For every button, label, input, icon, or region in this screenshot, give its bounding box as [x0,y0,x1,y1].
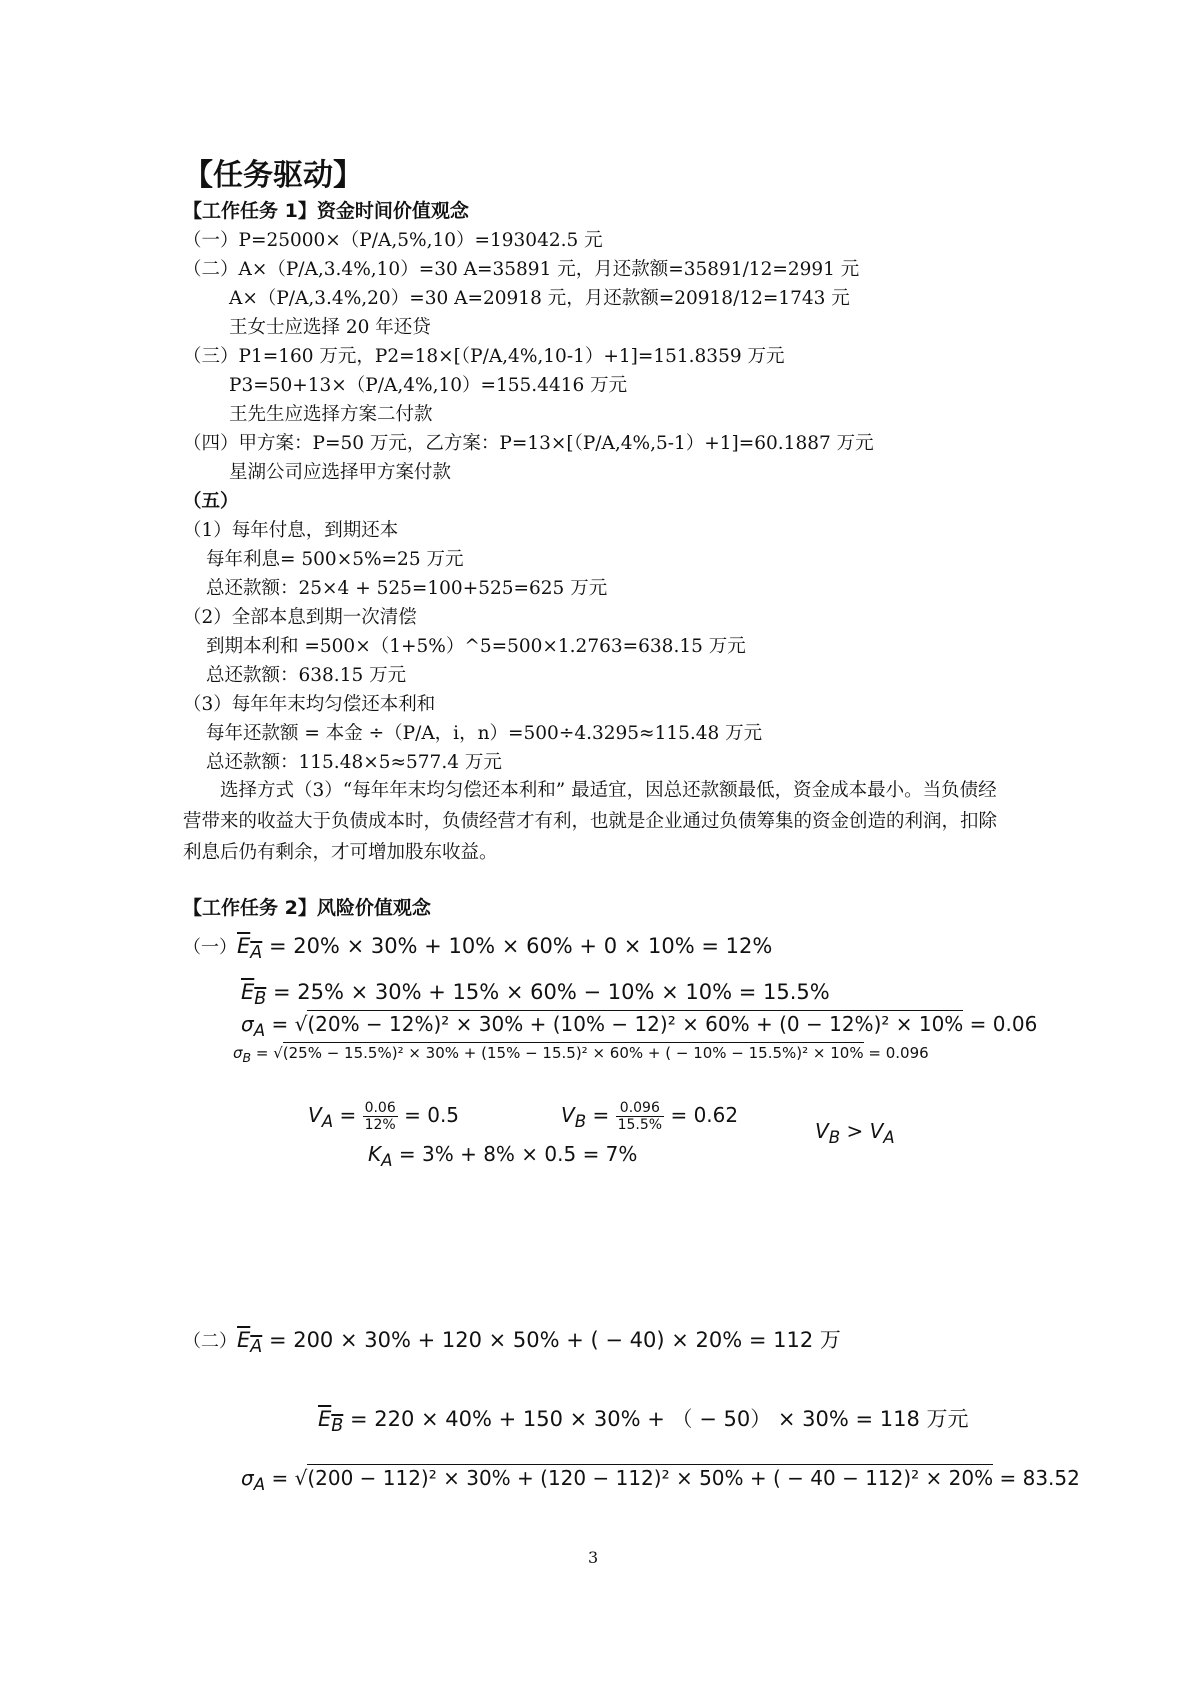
part1-sa-result: = 0.06 [963,1012,1038,1036]
va-denominator: 12% [364,1117,396,1133]
part2-formula-sigma-a: $\sigma_A = √(200 - 112)^2 \times 30\% + (120 - 112)^2 \times 50\%$ + ( − 40 − 112)² × 20% = 83.52 [241,1466,1080,1494]
part2-eb-symbol: $E_B$ [318,1407,344,1437]
part1-sa-radicand: (20% − 12%)² × 30% + (10% − 12)² × 60% + (0 − 12%)² × 10% [307,1012,964,1036]
task1-line-11: （1）每年付息，到期还本 [183,520,399,541]
part1-formula-vb: $V_B$ = $\frac{0.096}{15.5\%}$ = 0.62 [561,1100,739,1133]
part1-sb-result: = 0.096 [863,1044,929,1062]
task1-line-9: 星湖公司应选择甲方案付款 [229,462,452,483]
task1-line-12: 每年利息= 500×5%=25 万元 [206,549,464,570]
task1-line-3: A×（P/A,3.4%,20）=30 A=20918 元，月还款额=20918/12=1743 元 [229,288,850,309]
part1-compare-v: $V_B > V_A$ [815,1119,895,1147]
part1-formula-sigma-a: $\sigma_A = √(20\% - 12\%)^2 \times 30\% + (10\% - 12)^2 \times 60\% + (0 - 12\%)^2 \times 10\% = 0.06$ [241,1012,1038,1040]
task1-conclusion: 选择方式（3）“每年年末均匀偿还本利和” 最适宜，因总还款额最低，资金成本最小。当负债经营带来的收益大于负债成本时，负债经营才有利，也就是企业通过负债筹集的资金创造的利润，扣除利息后仍有剩余，才可增加股东收益。 [183,780,998,863]
part1-formula-va: $V_A$ = $\frac{0.06}{12\%}$ = 0.5 [308,1100,460,1133]
part2-sa-result: = 83.52 [993,1466,1080,1490]
task1-line-4: 王女士应选择 20 年还贷 [229,317,431,338]
task1-line-10: （五） [183,491,239,512]
part1-formula-ea [183,933,772,963]
task1-line-18: 每年还款额 = 本金 ÷（P/A，i，n）=500÷4.3295≈115.48 万元 [206,723,763,744]
part1-formula-eb [241,980,830,1009]
part2-formula-eb [318,1403,969,1436]
part2-ea-rhs: = 200 × 30% + 120 × 50% + ( − 40) × 20% = 112 万 [262,1328,841,1352]
task1-line-19: 总还款额：115.48×5≈577.4 万元 [206,752,502,773]
part1-ka-rhs: = 3% + 8% × 0.5 = 7% [392,1142,638,1166]
part2-eb-rhs: = 220 × 40% + 150 × 30% + （ − 50） × 30% = 118 万元 [343,1407,969,1431]
part1-va-result: = 0.5 [397,1103,460,1127]
part1-sb-radicand: (25% − 15.5%)² × 30% + (15% − 15.5)² × 60% + ( − 10% − 15.5%)² × 10% [282,1044,864,1062]
part1-formula-sigma-b: $\sigma_B = √(25\% - 15.5\%)^2 \times 30\% + (15\% - 15.5)^2 \times 60\%$ + ( − 10% − 15.5%)² × 10% = 0.096 [233,1044,929,1065]
eb-symbol: $E_B$ [241,980,267,1010]
page-title: 【任务驱动】 [183,158,363,193]
task1-line-16: 总还款额：638.15 万元 [206,665,407,686]
va-numerator: 0.06 [364,1100,396,1116]
task1-line-15: 到期本利和 =500×（1+5%）^5=500×1.2763=638.15 万元 [206,636,746,657]
task1-line-6: P3=50+13×（P/A,4%,10）=155.4416 万元 [229,375,628,396]
ea-symbol: $E_A$ [237,934,263,964]
task1-line-1: （一）P=25000×（P/A,5%,10）=193042.5 元 [183,230,603,251]
part2-sa-radicand: (200 − 112)² × 30% + (120 − 112)² × 50% + ( − 40 − 112)² × 20% [307,1466,994,1490]
task1-line-7: 王先生应选择方案二付款 [229,404,433,425]
part1-vb-result: = 0.62 [664,1103,739,1127]
task1-line-13: 总还款额：25×4 + 525=100+525=625 万元 [206,578,608,599]
part1-label: （一） [183,937,237,958]
part1-ea-rhs: = 20% × 30% + 10% × 60% + 0 × 10% = 12% [262,934,773,958]
part1-eb-rhs: = 25% × 30% + 15% × 60% − 10% × 10% = 15.5% [266,980,830,1004]
task1-line-2: （二）A×（P/A,3.4%,10）=30 A=35891 元，月还款额=35891/12=2991 元 [183,259,860,280]
vb-denominator: 15.5% [617,1117,663,1133]
task2-heading: 【工作任务 2】风险价值观念 [183,897,431,919]
part1-formula-ka: $K_A = 3\% + 8\% \times 0.5 = 7\%$ [368,1142,638,1170]
vb-numerator: 0.096 [616,1100,664,1117]
task1-line-8: （四）甲方案：P=50 万元，乙方案：P=13×[（P/A,4%,5-1）+1]=60.1887 万元 [183,433,874,454]
task1-line-17: （3）每年年末均匀偿还本利和 [183,694,436,715]
page-number: 3 [588,1548,599,1567]
task1-line-5: （三）P1=160 万元，P2=18×[（P/A,4%,10-1）+1]=151.8359 万元 [183,346,785,367]
part2-formula-ea [183,1324,841,1357]
part2-ea-symbol: $E_A$ [237,1328,263,1358]
task1-line-14: （2）全部本息到期一次清偿 [183,607,417,628]
part2-label: （二） [183,1331,237,1352]
task1-heading: 【工作任务 1】资金时间价值观念 [183,200,469,222]
